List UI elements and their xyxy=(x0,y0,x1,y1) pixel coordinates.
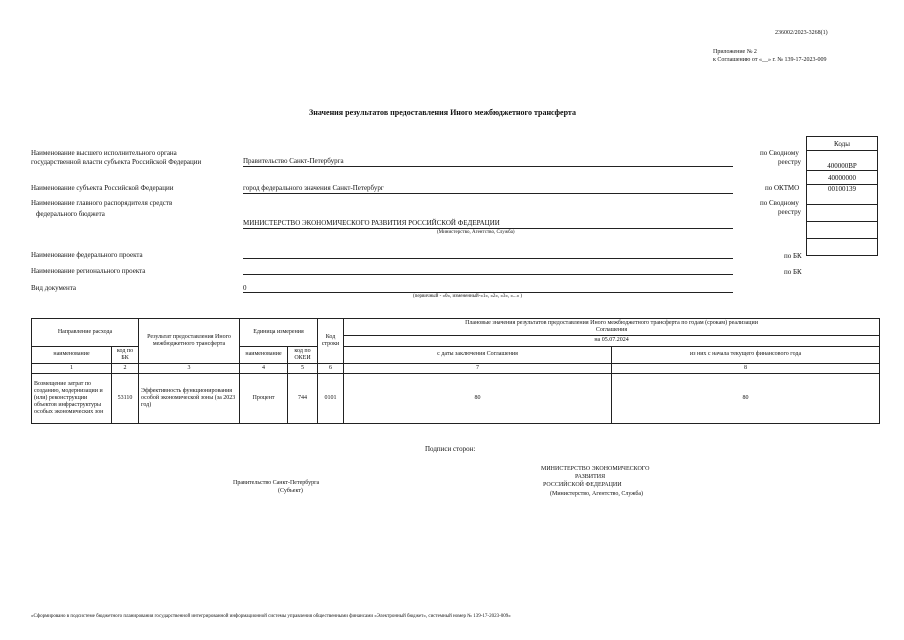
code-empty-1 xyxy=(807,205,878,222)
row-from-date: 80 xyxy=(344,374,612,424)
row-bk-code: 53110 xyxy=(112,374,139,424)
header-plan xyxy=(344,319,880,336)
signature-left-1: Правительство Санкт-Петербурга xyxy=(233,480,320,486)
signature-right-2: РАЗВИТИЯ xyxy=(575,474,606,480)
header-unit-name: наименование xyxy=(240,346,288,363)
row-okei: 744 xyxy=(288,374,318,424)
header-direction: Направление расхода xyxy=(32,319,139,347)
regional-project-underline xyxy=(243,274,733,275)
code-oktmo: 40000000 xyxy=(807,171,878,185)
appendix-line1: Приложение № 2 xyxy=(713,49,757,55)
code-svod2: 00100139 xyxy=(807,185,878,205)
federal-project-underline xyxy=(243,258,733,259)
header-plan-date: на 05.07.2024 xyxy=(344,336,880,346)
col-num-5: 5 xyxy=(288,363,318,373)
header-from-date: с даты заключения Соглашения xyxy=(344,346,612,363)
doc-type-label: Вид документа xyxy=(31,284,77,292)
manager-label-2: федерального бюджета xyxy=(36,210,105,218)
appendix-line2: к Соглашению от «__» г. № 139-17-2023-009 xyxy=(713,57,827,63)
row-code-row: 0101 xyxy=(318,374,344,424)
manager-underline xyxy=(243,228,733,229)
doc-type-value: 0 xyxy=(243,284,247,292)
signature-left-2: (Субъект) xyxy=(278,488,303,494)
header-from-year: из них с начала текущего финансового года xyxy=(612,346,880,363)
manager-label-1: Наименование главного распорядителя средств xyxy=(31,199,173,207)
signature-right-4: (Министерство, Агентство, Служба) xyxy=(550,491,644,497)
signature-right-3: РОССИЙСКОЙ ФЕДЕРАЦИИ xyxy=(543,482,622,488)
header-code-row: Код строки xyxy=(318,319,344,364)
document-title: Значения результатов предоставления Иного межбюджетного трансферта xyxy=(309,108,576,117)
federal-project-label: Наименование федерального проекта xyxy=(31,251,143,259)
codes-header: Коды xyxy=(807,137,878,151)
subject-value: город федерального значения Санкт-Петербург xyxy=(243,184,384,192)
manager-value: МИНИСТЕРСТВО ЭКОНОМИЧЕСКОГО РАЗВИТИЯ РОССИЙСКОЙ ФЕДЕРАЦИИ xyxy=(243,219,500,227)
col-num-4: 4 xyxy=(240,363,288,373)
codes-table xyxy=(806,136,878,256)
label-svod1-a: по Сводному xyxy=(760,149,799,157)
code-svod1: 400000ВР xyxy=(807,151,878,171)
row-result: Эффективность функционирования особой экономической зоны (за 2023 год) xyxy=(139,374,240,424)
code-bk2 xyxy=(807,239,878,256)
authority-label-1: Наименование высшего исполнительного органа xyxy=(31,149,177,157)
col-num-8: 8 xyxy=(612,363,880,373)
authority-underline xyxy=(243,166,733,167)
subject-label: Наименование субъекта Российской Федерации xyxy=(31,184,174,192)
regional-project-label: Наименование регионального проекта xyxy=(31,267,146,275)
doc-type-hint: (первичный - «0», измененный-«1», «2», «3», «...» ) xyxy=(413,294,523,299)
col-num-6: 6 xyxy=(318,363,344,373)
header-okei: код по ОКЕИ xyxy=(288,346,318,363)
authority-value: Правительство Санкт-Петербурга xyxy=(243,157,344,165)
label-bk2: по БК xyxy=(784,268,802,276)
table-row xyxy=(32,374,880,424)
signature-right-1: МИНИСТЕРСТВО ЭКОНОМИЧЕСКОГО xyxy=(541,466,650,472)
col-num-2: 2 xyxy=(112,363,139,373)
results-table xyxy=(31,318,880,424)
header-result: Результат предоставления Иного межбюджетного трансферта xyxy=(139,319,240,364)
col-num-3: 3 xyxy=(139,363,240,373)
doc-number: 236002/2023-3268(1) xyxy=(775,30,828,36)
header-unit: Единица измерения xyxy=(240,319,318,347)
doc-type-underline xyxy=(243,292,733,293)
row-from-year: 80 xyxy=(612,374,880,424)
label-svod2-a: по Сводному xyxy=(760,199,799,207)
header-plan-line1: Плановые значения результатов предоставления Иного межбюджетного трансферта по годам (срокам) реализации xyxy=(465,320,758,326)
subject-underline xyxy=(243,193,733,194)
header-plan-line2: Соглашения xyxy=(595,327,628,334)
label-svod2-b: реестру xyxy=(778,208,802,216)
row-unit: Процент xyxy=(240,374,288,424)
col-num-1: 1 xyxy=(32,363,112,373)
label-oktmo: по ОКТМО xyxy=(765,184,800,192)
manager-hint: (Министерство, Агентство, Служба) xyxy=(437,230,515,235)
header-bk-code: код по БК xyxy=(112,346,139,363)
footer-note: «Сформировано в подсистеме бюджетного планирования государственной интегрированной информационной системы управления общественными финансами «Электронный бюджет», системный номер № 139-17-2023-009» xyxy=(31,614,511,619)
authority-label-2: государственной власти субъекта Российской Федерации xyxy=(31,158,202,166)
label-svod1-b: реестру xyxy=(778,158,802,166)
row-direction-name: Возмещение затрат по созданию, модернизации и (или) реконструкции объектов инфраструктуры особых экономических зон xyxy=(32,374,112,424)
col-num-7: 7 xyxy=(344,363,612,373)
signatures-title: Подписи сторон: xyxy=(425,445,476,453)
header-name: наименование xyxy=(32,346,112,363)
label-bk1: по БК xyxy=(784,252,802,260)
code-bk1 xyxy=(807,222,878,239)
